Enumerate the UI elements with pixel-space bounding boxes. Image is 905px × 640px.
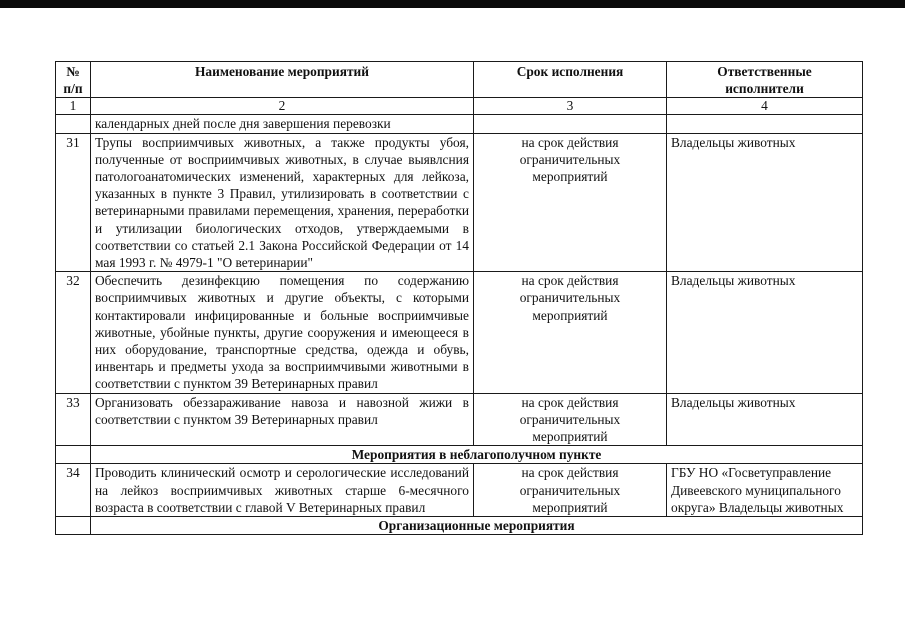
row-term: на срок действия ограничительных мероприятий [474, 272, 667, 393]
table-row [56, 272, 863, 393]
row-term: на срок действия ограничительных мероприятий [474, 464, 667, 517]
measures-table [55, 61, 863, 535]
column-numbers-row [56, 98, 863, 115]
row-measure: Проводить клинический осмотр и серологические исследований на лейкоз восприимчивых животных старше 6-месячного возраста в соответствии с главой V Ветеринарных правил [91, 464, 474, 517]
column-number-1: 1 [56, 98, 91, 115]
section-row [56, 517, 863, 535]
continuation-resp [667, 115, 863, 133]
table-row [56, 393, 863, 446]
section-num-cell [56, 517, 91, 535]
header-number: № п/п [56, 62, 91, 98]
column-number-4: 4 [667, 98, 863, 115]
row-responsible: ГБУ НО «Госветуправление Дивеевского муниципального округа» Владельцы животных [667, 464, 863, 517]
section-row [56, 446, 863, 464]
section-title: Мероприятия в неблагополучном пункте [91, 446, 863, 464]
continuation-text: календарных дней после дня завершения перевозки [91, 115, 474, 133]
table-row [56, 133, 863, 272]
column-number-2: 2 [91, 98, 474, 115]
header-responsible: Ответственные исполнители [667, 62, 863, 98]
row-number: 32 [56, 272, 91, 393]
header-name: Наименование мероприятий [91, 62, 474, 98]
section-title: Организационные мероприятия [91, 517, 863, 535]
column-number-3: 3 [474, 98, 667, 115]
row-responsible: Владельцы животных [667, 272, 863, 393]
row-term: на срок действия ограничительных мероприятий [474, 393, 667, 446]
row-number: 31 [56, 133, 91, 272]
row-term: на срок действия ограничительных мероприятий [474, 133, 667, 272]
table-header-row [56, 62, 863, 98]
continuation-row [56, 115, 863, 133]
row-measure: Трупы восприимчивых животных, а также продукты убоя, полученные от восприимчивых животных, в случае выявлсния патологоанатомических изменений, характерных для лейкоза, указанных в пункте 3 Правил, утилизировать в соответствии с ветеринарными правилами перемещения, хранения, переработки и утилизации биологических отходов, утверждаемыми в соответствии со статьей 2.1 Закона Российской Федерации от 14 мая 1993 г. № 4979-1 "О ветеринарии" [91, 133, 474, 272]
row-number: 33 [56, 393, 91, 446]
row-responsible: Владельцы животных [667, 133, 863, 272]
table-row [56, 464, 863, 517]
header-term: Срок исполнения [474, 62, 667, 98]
continuation-term [474, 115, 667, 133]
row-measure: Обеспечить дезинфекцию помещения по содержанию восприимчивых животных и другие объекты, с которыми контактировали инфицированные и больные восприимчивые животные, убойные пункты, другие сооружения и имеющееся в них оборудование, транспортные средства, одежда и обувь, инвентарь и предметы ухода за восприимчивыми животными в соответствии с пунктом 39 Ветеринарных правил [91, 272, 474, 393]
row-measure: Организовать обеззараживание навоза и навозной жижи в соответствии с пунктом 39 Ветеринарных правил [91, 393, 474, 446]
section-num-cell [56, 446, 91, 464]
continuation-num [56, 115, 91, 133]
row-number: 34 [56, 464, 91, 517]
row-responsible: Владельцы животных [667, 393, 863, 446]
scan-top-border [0, 0, 905, 8]
